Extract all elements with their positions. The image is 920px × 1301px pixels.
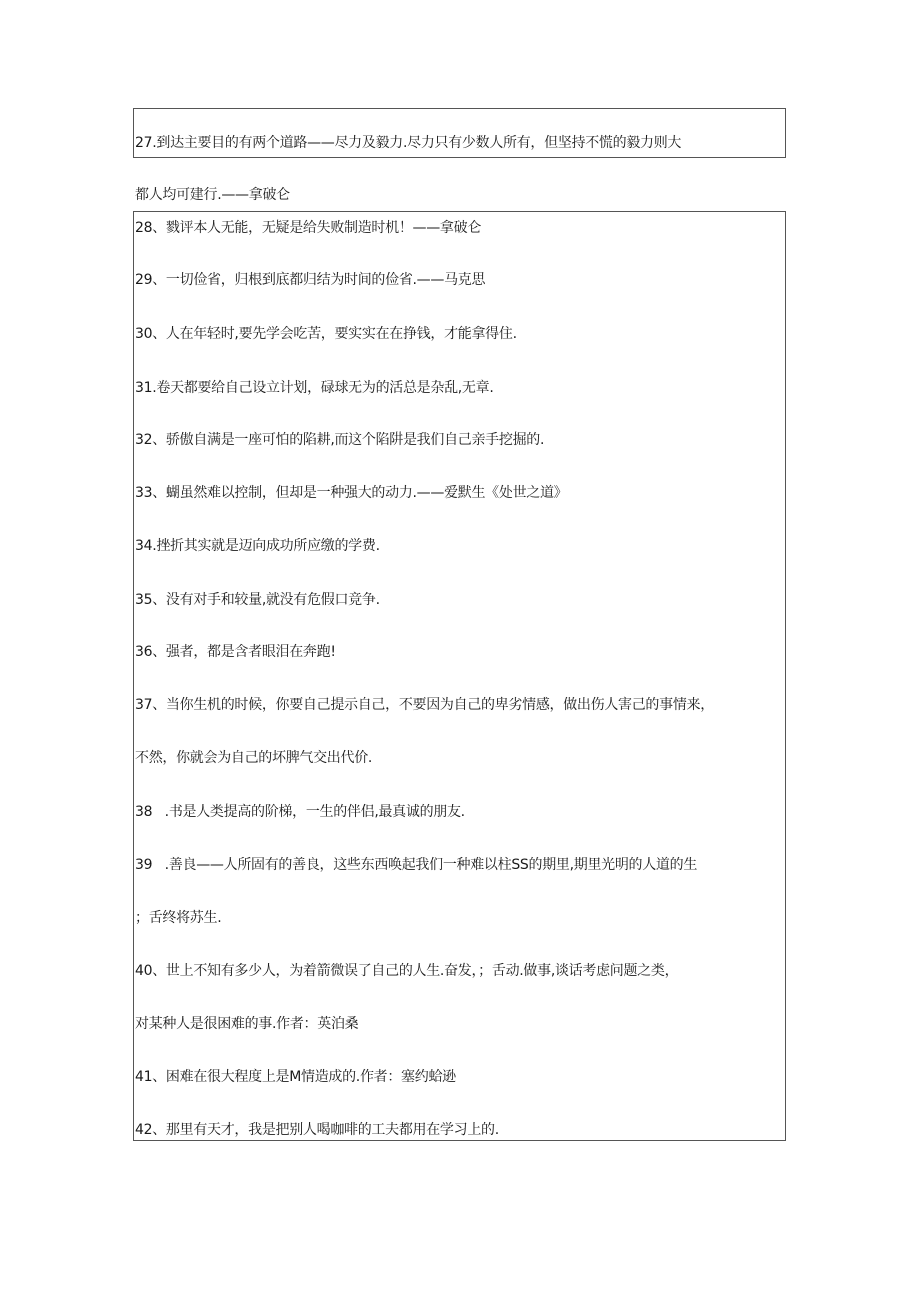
quote-30: 30、人在年轻时,要先学会吃苦，要实实在在挣钱，才能拿得住. bbox=[135, 326, 517, 342]
quote-39-line1: 39 .善良——人所固有的善良，这些东西唤起我们一种难以柱SS的期里,期里光明的人道的生 bbox=[135, 857, 698, 873]
quote-29: 29、一切俭省，归根到底都归结为时间的俭省.——马克思 bbox=[135, 272, 486, 288]
quote-36: 36、强者，都是含者眼泪在奔跑! bbox=[135, 644, 336, 660]
quote-42: 42、那里有天才，我是把别人喝咖啡的工夫都用在学习上的. bbox=[135, 1122, 499, 1138]
quote-41: 41、困难在很大程度上是M情造成的.作者：塞约蛤逊 bbox=[135, 1069, 456, 1085]
quote-32: 32、骄傲自满是一座可怕的陷耕,而这个陷阱是我们自己亲手挖掘的. bbox=[135, 432, 545, 448]
quote-40-line2: 对某种人是很困难的事.作者：英泊桑 bbox=[135, 1016, 359, 1032]
quote-27-line1: 27.到达主要目的有两个道路——尽力及毅力.尽力只有少数人所有，但坚持不慌的毅力则大 bbox=[135, 135, 682, 151]
quote-33: 33、蝴虽然难以控制，但却是一种强大的动力.——爱默生《处世之道》 bbox=[135, 485, 568, 501]
quote-37-line2: 不然，你就会为自己的坏脾气交出代价. bbox=[135, 750, 373, 766]
quote-31: 31.卷天都要给自己设立计划，碌球无为的活总是杂乱,无章. bbox=[135, 380, 494, 396]
quote-27-line2: 都人均可建行.——拿破仑 bbox=[135, 187, 290, 203]
quote-38: 38 .书是人类提高的阶梯，一生的伴侣,最真诚的朋友. bbox=[135, 804, 465, 820]
quote-35: 35、没有对手和较量,就没有危假口竞争. bbox=[135, 592, 380, 608]
quote-34: 34.挫折其实就是迈向成功所应缴的学费. bbox=[135, 538, 380, 554]
quote-37-line1: 37、当你生机的时候，你要自己提示自己，不要因为自己的卑劣情感，做出伤人害己的事情来， bbox=[135, 697, 714, 713]
quote-40-line1: 40、世上不知有多少人，为着箭微误了自己的人生.奋发，；舌动.做事,谈话考虑问题之类， bbox=[135, 963, 679, 979]
table-cell-main bbox=[133, 211, 786, 1141]
quote-39-line2: ；舌终将苏生. bbox=[135, 910, 222, 926]
quote-28: 28、戮评本人无能，无疑是给失败制造时机！——拿破仑 bbox=[135, 220, 482, 236]
